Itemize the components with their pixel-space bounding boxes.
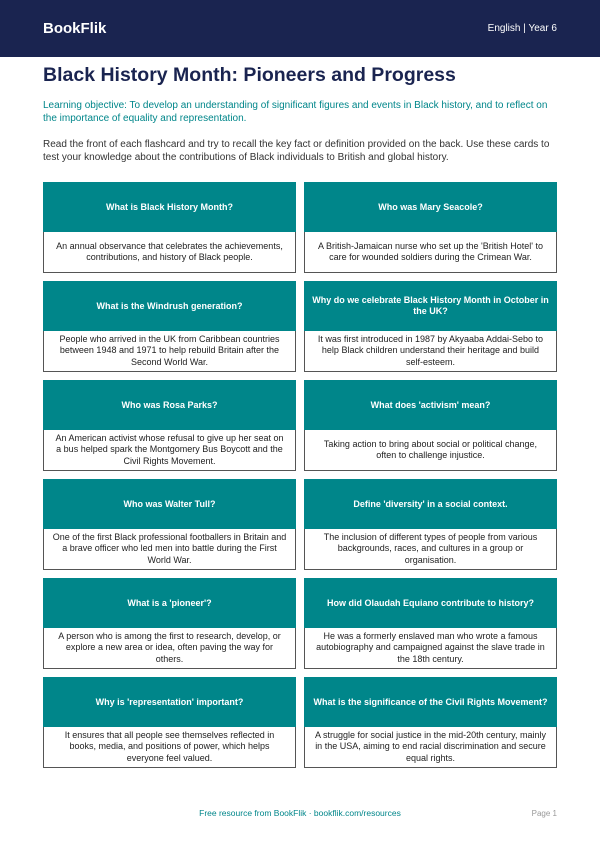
card-back: Taking action to bring about social or political change, often to challenge injustice. [304,430,557,471]
card-back: A struggle for social justice in the mid-20th century, mainly in the USA, aiming to end racial discrimination and secure equal rights. [304,727,557,768]
flashcard[interactable] [304,677,557,768]
card-back: It ensures that all people see themselves reflected in books, media, and positions of power, which helps everyone feel valued. [43,727,296,768]
flashcard-grid [43,182,557,768]
flashcard[interactable] [43,281,296,372]
card-front: What is Black History Month? [43,182,296,232]
subject-year: English | Year 6 [487,23,557,34]
card-back: One of the first Black professional footballers in Britain and a brave officer who led men into battle during the First World War. [43,529,296,570]
card-front: Why do we celebrate Black History Month in October in the UK? [304,281,557,331]
flashcard[interactable] [304,281,557,372]
card-back: An American activist whose refusal to give up her seat on a bus helped spark the Montgomery Bus Boycott and the Civil Rights Movement. [43,430,296,471]
learning-objective: Learning objective: To develop an understanding of significant figures and events in Black history, and to reflect on the importance of equality and representation. [43,100,548,124]
flashcard[interactable] [304,479,557,570]
card-front: Why is 'representation' important? [43,677,296,727]
flashcard[interactable] [43,578,296,669]
card-front: Define 'diversity' in a social context. [304,479,557,529]
card-back: It was first introduced in 1987 by Akyaaba Addai-Sebo to help Black children understand their heritage and build self-esteem. [304,331,557,372]
card-front: Who was Rosa Parks? [43,380,296,430]
card-back: A person who is among the first to research, develop, or explore a new area or idea, often paving the way for others. [43,628,296,669]
card-front: What is the Windrush generation? [43,281,296,331]
flashcard[interactable] [43,677,296,768]
top-bar [0,0,600,57]
card-back: A British-Jamaican nurse who set up the 'British Hotel' to care for wounded soldiers during the Crimean War. [304,232,557,273]
flashcard[interactable] [304,182,557,273]
card-back: People who arrived in the UK from Caribbean countries between 1948 and 1971 to help rebuild Britain after the Second World War. [43,331,296,372]
card-front: Who was Walter Tull? [43,479,296,529]
card-front: What is a 'pioneer'? [43,578,296,628]
card-front: What is the significance of the Civil Rights Movement? [304,677,557,727]
page-number: Page 1 [531,809,557,818]
card-back: He was a formerly enslaved man who wrote a famous autobiography and campaigned against the slave trade in the 18th century. [304,628,557,669]
flashcard[interactable] [43,182,296,273]
card-back: An annual observance that celebrates the achievements, contributions, and history of Black people. [43,232,296,273]
page-title: Black History Month: Pioneers and Progress [43,64,456,86]
card-front: Who was Mary Seacole? [304,182,557,232]
brand-logo[interactable]: BookFlik [43,20,107,37]
intro-text: Read the front of each flashcard and try to recall the key fact or definition provided on the back. Use these cards to test your knowledge about the contributions of Black individuals to British and global history. [43,139,550,163]
card-front: How did Olaudah Equiano contribute to history? [304,578,557,628]
flashcard[interactable] [304,380,557,471]
card-front: What does 'activism' mean? [304,380,557,430]
footer-link[interactable]: Free resource from BookFlik · bookflik.com/resources [199,808,401,818]
flashcard[interactable] [304,578,557,669]
flashcard[interactable] [43,479,296,570]
flashcard[interactable] [43,380,296,471]
card-back: The inclusion of different types of people from various backgrounds, races, and cultures in a group or organisation. [304,529,557,570]
